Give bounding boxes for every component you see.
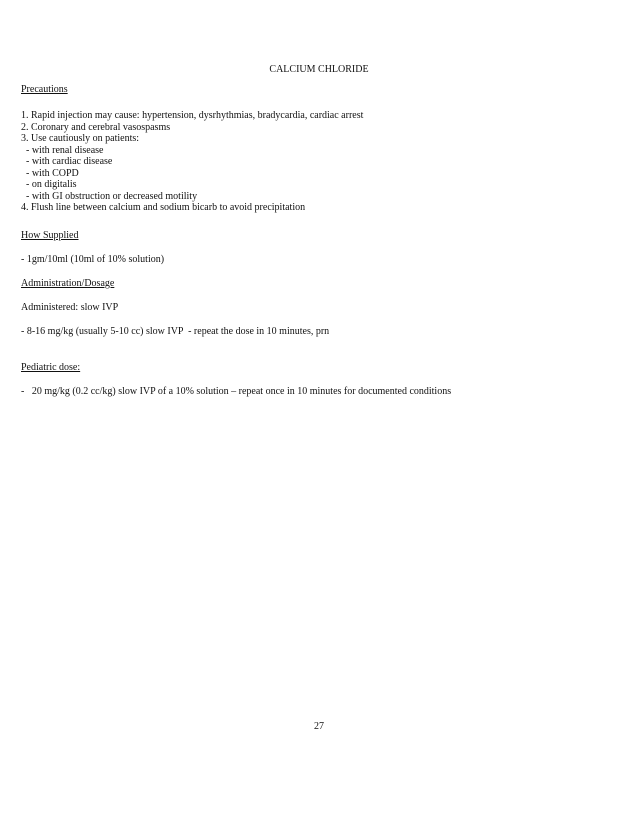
precautions-heading: Precautions <box>21 84 68 95</box>
adult-dose-line: - 8-16 mg/kg (usually 5-10 cc) slow IVP - repeat the dose in 10 minutes, prn <box>21 326 330 337</box>
page-number: 27 <box>314 721 324 732</box>
precaution-line: 3. Use cautiously on patients: <box>21 133 140 144</box>
administered-line: Administered: slow IVP <box>21 302 119 313</box>
precaution-line: 4. Flush line between calcium and sodium bicarb to avoid precipitation <box>21 202 306 213</box>
precaution-line: - with cardiac disease <box>21 156 113 167</box>
how-supplied-line: - 1gm/10ml (10ml of 10% solution) <box>21 254 165 265</box>
pediatric-dose-line: - 20 mg/kg (0.2 cc/kg) slow IVP of a 10% solution – repeat once in 10 minutes for documented conditions <box>21 386 452 397</box>
precaution-line: - on digitalis <box>21 179 77 190</box>
precaution-line: 2. Coronary and cerebral vasospasms <box>21 121 171 133</box>
precaution-line: - with COPD <box>21 167 79 179</box>
pediatric-heading: Pediatric dose: <box>21 362 81 373</box>
precaution-line: 1. Rapid injection may cause: hypertension, dysrhythmias, bradycardia, cardiac arrest <box>21 110 364 121</box>
page-title: CALCIUM CHLORIDE <box>269 64 369 75</box>
administration-heading: Administration/Dosage <box>21 278 115 289</box>
precaution-line: - with renal disease <box>21 144 104 156</box>
how-supplied-heading: How Supplied <box>21 230 79 241</box>
precaution-line: - with GI obstruction or decreased motility <box>21 190 198 202</box>
